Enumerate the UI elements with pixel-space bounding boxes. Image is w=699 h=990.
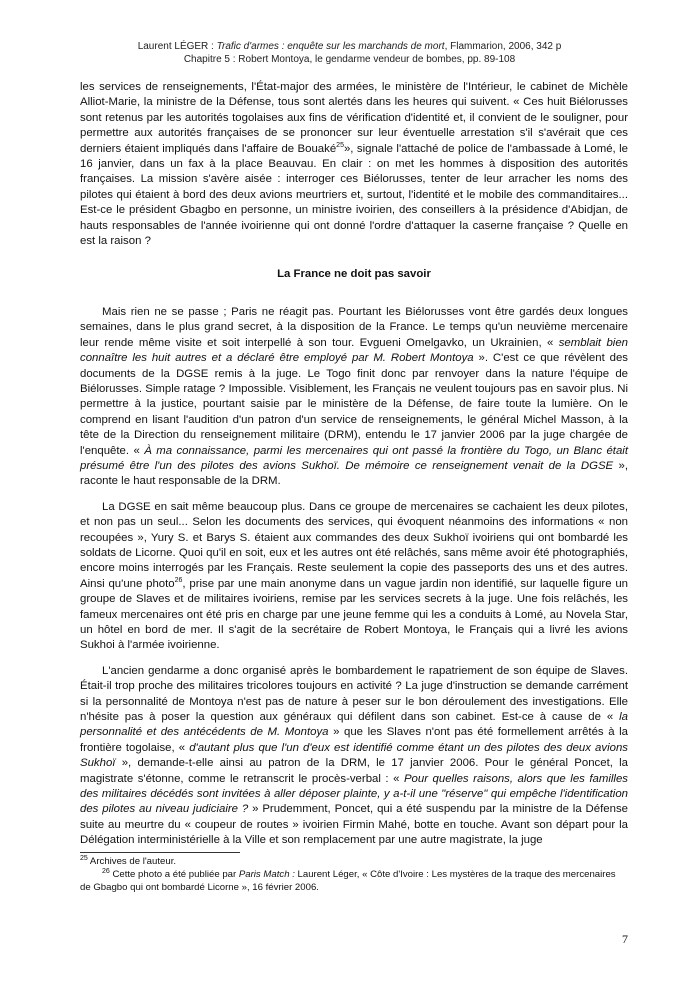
header-author: Laurent LÉGER :	[137, 41, 217, 52]
section-title: La France ne doit pas savoir	[277, 268, 431, 281]
quote-omelgavko: semblait bien connaître les huit autres et a déclaré être employé par M. Robert Montoya	[80, 336, 628, 365]
paragraph-4	[80, 664, 628, 849]
footnote-26-source: Paris Match :	[238, 869, 295, 880]
page-number: 7	[622, 932, 628, 946]
footnote-26-text: Cette photo a été publiée par	[109, 869, 239, 880]
quote-pilote: d'autant plus que l'un d'eux est identifié comme étant un des pilotes des deux avions Sukhoï	[80, 741, 628, 770]
footnote-separator	[80, 852, 240, 853]
paragraph-2	[80, 305, 628, 490]
body-text	[80, 80, 628, 859]
header-publisher-info: , Flammarion, 2006, 342 p	[444, 41, 562, 52]
paragraph-3	[80, 500, 628, 654]
footnote-ref-26: 26	[174, 576, 183, 584]
header-book-title: Trafic d'armes : enquête sur les marchands de mort	[216, 41, 445, 52]
footnote-26-number: 26	[102, 867, 110, 875]
paragraph-1	[80, 80, 628, 249]
quote-personnalite: la personnalité et des antécédents de M. Montoya	[80, 711, 628, 739]
paragraph-1-text: les services de renseignements, l'État-major des armées, le ministère de l'Intérieur, le cabinet de Michèle Alliot-Marie, la ministre de la Défense, tous sont alertés dans les heures qui suivent. « Ces huit Biélorusses sont retenus par les autorités togolaises aux fins de vérification d'identité et, il convient de le souligner, pour permettre aux autorités françaises de se prononcer sur leur éventuelle arrestation s'il s'avérait que ces derniers étaient impliqués dans l'affaire de Bouaké	[80, 81, 628, 155]
quote-masson: À ma connaissance, parmi les mercenaires qui ont passé la frontière du Togo, un Blanc était présumé être l'un des pilotes des avions Sukhoï. De mémoire ce renseignement venait de la DGSE	[80, 444, 628, 472]
paragraph-2-text: Mais rien ne se passe ; Paris ne réagit pas. Pourtant les Biélorusses vont être gardés deux longues semaines, dans le plus grand secret, à la disposition de la France. Le temps qu'un neuvième mercenaire leur rende même visite et soit interpellé à son tour. Evgueni Omelgavko, un Ukrainien, «	[80, 305, 628, 349]
header-chapter: Chapitre 5 : Robert Montoya, le gendarme vendeur de bombes, pp. 89-108	[183, 54, 516, 65]
quote-reserve: Pour quelles raisons, alors que les familles des militaires décédés sont invitées à aller déposer plainte, y a-t-il une "réserve" qui empêche l'identification des pilotes au niveau judiciaire ?	[80, 772, 628, 816]
paragraph-3-text-cont: , prise par une main anonyme dans un vague jardin non identifié, sur laquelle figure un groupe de Slaves et de militaires ivoiriens, remise par les services secrets à la juge. Une fois relâchés, les fameux mercenaires ont été pris en charge par une jeune femme qui les a conduits à Lomé, au Novela Star, un hôtel en bord de mer. Il s'agit de la secrétaire de Robert Montoya, le Français qui a livré les avions Sukhoi à l'armée ivoirienne.	[80, 577, 629, 652]
paragraph-4-text-mid: », demande-t-elle ainsi au patron de la DRM, le 17 janvier 2006. Pour le général Poncet, la magistrate s'étonne, comme le retranscrit le procès-verbal : «	[80, 757, 628, 785]
paragraph-4-text: L'ancien gendarme a donc organisé après le bombardement le rapatriement de son équipe de Slaves. Était-il trop proche des militaires tricolores toujours en activité ? La juge d'instruction se demande carrément si la personnalité de Montoya n'est pas de nature à peser sur le bon déroulement des investigations. Elle n'hésite pas à poser la question aux généraux qui défilent dans son cabinet. Est-ce à cause de «	[80, 664, 628, 724]
paragraph-3-text: La DGSE en sait même beaucoup plus. Dans ce groupe de mercenaires se cachaient les deux pilotes, et non pas un seul... Selon les documents des services, qui évoquent néanmoins des informations « non recoupées », Yury S. et Barys S. étaient aux commandes des deux Sukhoï ivoiriens qui ont bombardé les soldats de Licorne. Quoi qu'il en soit, eux et les autres ont été relâchés, sans même avoir été photographiés, encore moins interrogés par les Français. Reste seulement la copie des passeports des uns et des autres. Ainsi qu'une photo	[80, 500, 628, 590]
footnotes	[80, 855, 628, 894]
footnote-25-number: 25	[80, 854, 88, 862]
paragraph-4-text-end: » Prudemment, Poncet, qui a été suspendu par la ministre de la Défense suite au meurtre du « coupeur de routes » ivoirien Firmin Mahé, botte en touche. Avant son départ pour la Délégation interministérielle à la Ville et son remplacement par une autre magistrate, la juge	[80, 803, 628, 847]
footnote-25	[80, 855, 628, 868]
paragraph-4-text-cont: » que les Slaves n'ont pas été formellement arrêtés à la frontière togolaise, «	[80, 726, 628, 754]
footnote-25-text: Archives de l'auteur.	[87, 856, 177, 867]
footnote-26-text-cont: Laurent Léger, « Côte d'Ivoire : Les mystères de la traque des mercenaires de Gbagbo qui ont bombardé Licorne », 16 février 2006.	[80, 869, 616, 893]
page-header	[80, 40, 619, 66]
paragraph-1-text-cont: », signale l'attaché de police de l'ambassade à Lomé, le 16 janvier, dans un fax à la place Beauvau. En clair : on met les hommes à disposition des autorités françaises. La mission s'avère aisée : interroger ces Biélorusses, tenter de leur arracher les noms des pilotes qui étaient à bord des deux avions meurtriers et, surtout, l'identité et le mobile des commanditaires... Est-ce le président Gbagbo en personne, un ministre ivoirien, des conseillers à la présidence d'Abidjan, de hauts responsables de l'année ivoirienne qui ont donné l'ordre d'attaquer la caserne française ? Quelle en est la raison ?	[80, 142, 628, 248]
header-citation	[80, 40, 619, 53]
paragraph-2-text-end: », raconte le haut responsable de la DRM.	[80, 459, 628, 488]
paragraph-2-text-cont: ». C'est ce que révèlent des documents de la DGSE remis à la juge. Le Togo finit donc par renvoyer dans la nature l'équipe de Biélorusses. Simple ratage ? Impossible. Visiblement, les Français ne veulent toujours pas en savoir plus. Ni permettre à la justice, pourtant saisie par le ministère de la Défense, de faire toute la lumière. On le comprend en lisant l'audition d'un patron d'un service de renseignements, le général Michel Masson, à la tête de la Direction du renseignement militaire (DRM), entendu le 17 janvier 2006 par la juge chargée de l'enquête. «	[80, 352, 629, 457]
footnote-ref-25: 25	[336, 141, 344, 149]
footnote-26	[80, 868, 628, 894]
